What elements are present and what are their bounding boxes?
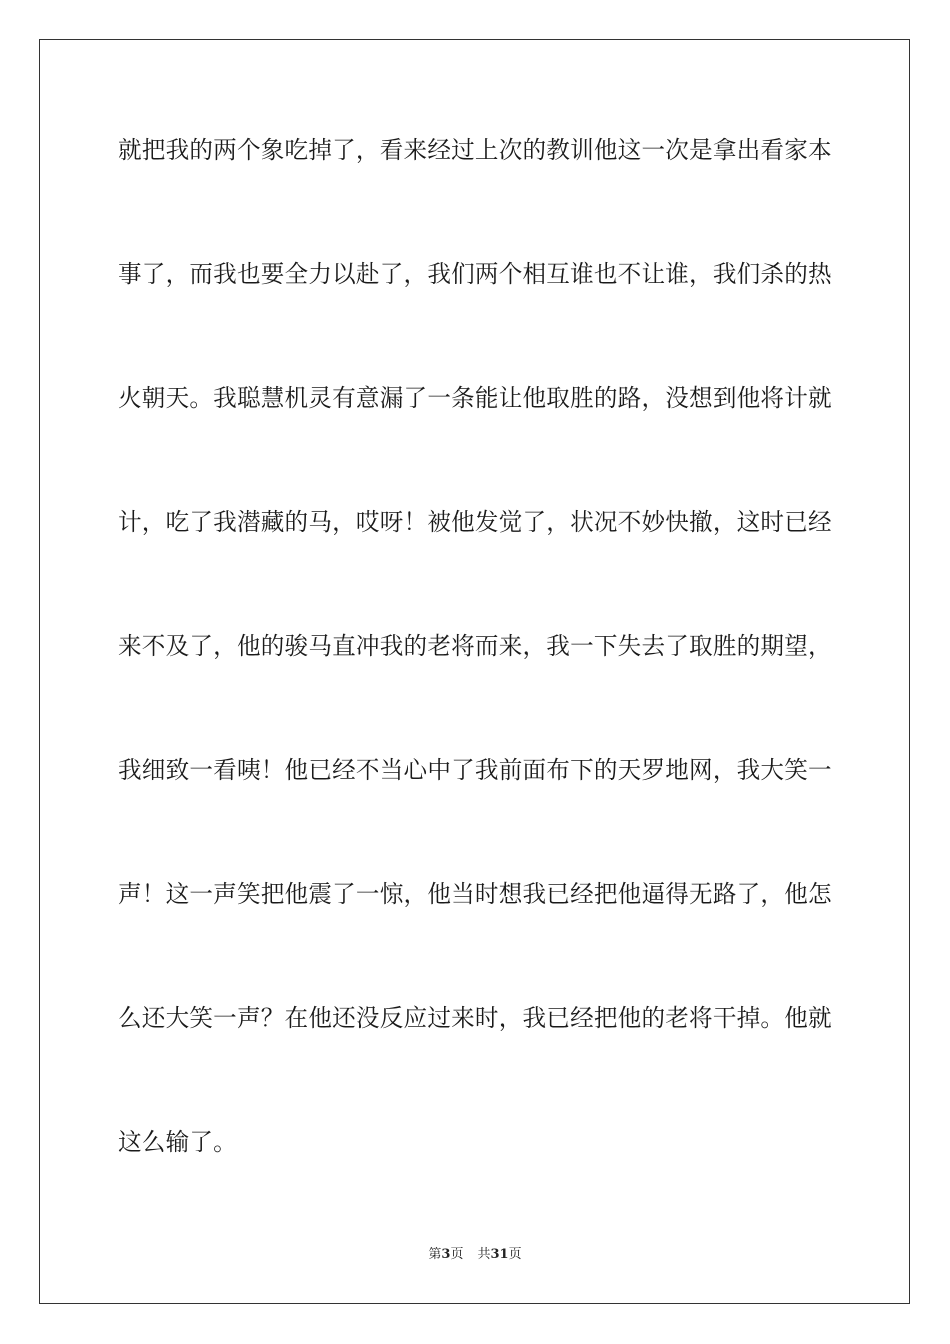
total-page-count: 31 — [490, 1247, 509, 1262]
total-prefix: 共 — [477, 1247, 491, 1262]
page-footer — [0, 1246, 950, 1264]
total-suffix: 页 — [508, 1247, 522, 1262]
text-line: 这么输了。 — [118, 1128, 237, 1156]
text-line: 计，吃了我潜藏的马，哎呀！被他发觉了，状况不妙快撤，这时已经 — [118, 508, 832, 536]
text-line: 火朝天。我聪慧机灵有意漏了一条能让他取胜的路，没想到他将计就 — [118, 384, 832, 412]
page-suffix: 页 — [450, 1247, 464, 1262]
text-line: 就把我的两个象吃掉了，看来经过上次的教训他这一次是拿出看家本 — [118, 136, 832, 164]
text-line: 来不及了，他的骏马直冲我的老将而来，我一下失去了取胜的期望， — [118, 632, 832, 660]
text-line: 事了，而我也要全力以赴了，我们两个相互谁也不让谁，我们杀的热 — [118, 260, 832, 288]
text-line: 声！这一声笑把他震了一惊，他当时想我已经把他逼得无路了，他怎 — [118, 880, 832, 908]
text-line: 么还大笑一声？在他还没反应过来时，我已经把他的老将干掉。他就 — [118, 1004, 832, 1032]
current-page-number: 3 — [441, 1247, 451, 1262]
page-border — [39, 39, 910, 1304]
page-prefix: 第 — [428, 1247, 442, 1262]
text-line: 我细致一看咦！他已经不当心中了我前面布下的天罗地网，我大笑一 — [118, 756, 832, 784]
